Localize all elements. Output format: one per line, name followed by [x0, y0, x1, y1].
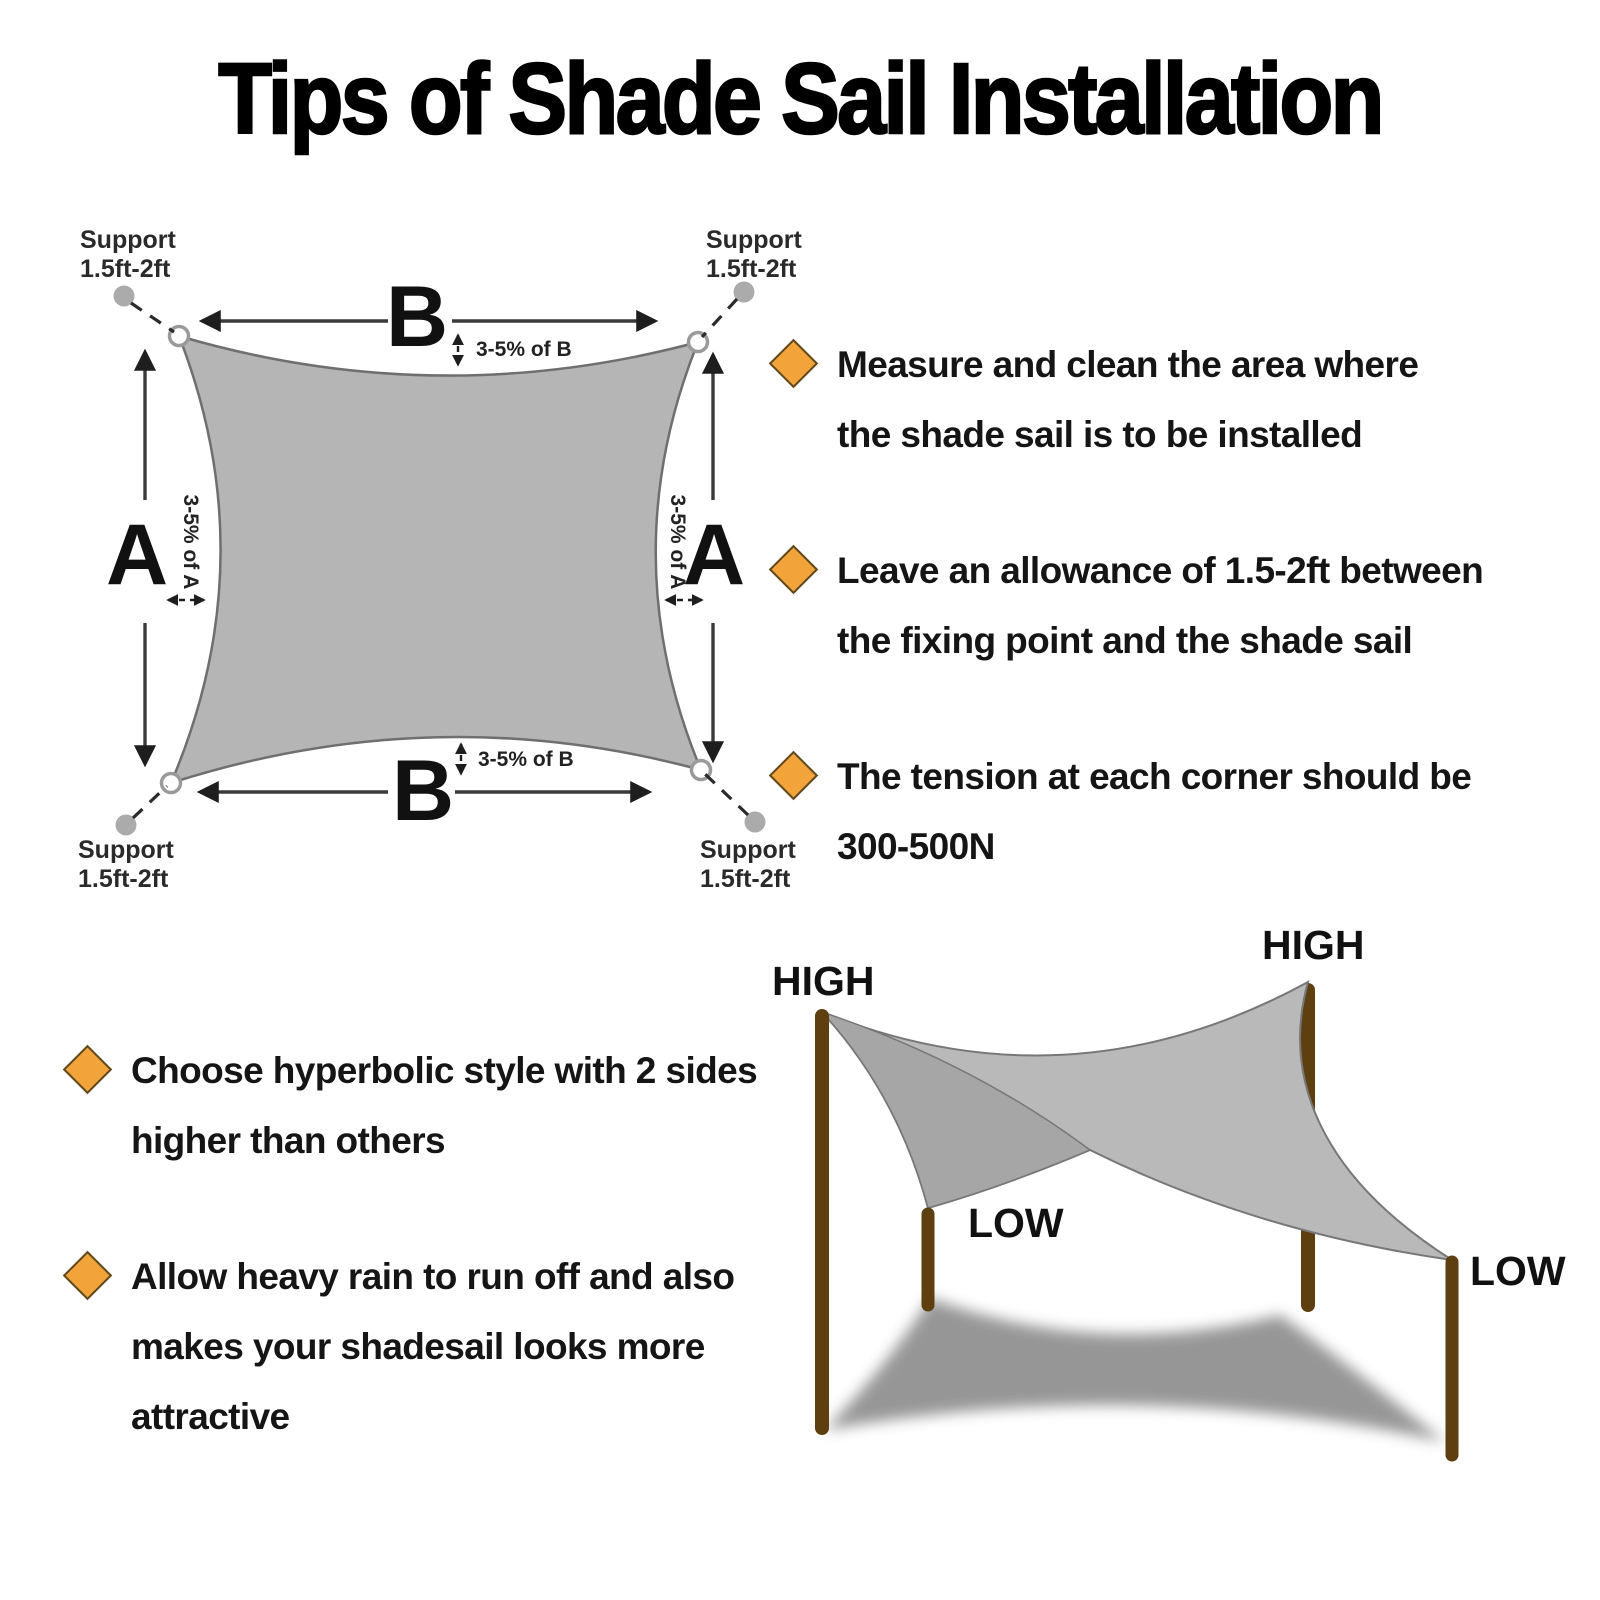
ground-shadow [825, 1298, 1445, 1442]
support-label-top-left [80, 226, 176, 284]
tips-list-bottom-left [62, 1036, 757, 1452]
tip-rain-runoff [62, 1242, 757, 1452]
support-label-line2: 1.5ft-2ft [700, 865, 791, 893]
dimension-label-a-left: A [106, 507, 169, 603]
diamond-bullet-icon [769, 339, 818, 388]
tip-measure-area [768, 330, 1483, 470]
support-label-line2: 1.5ft-2ft [80, 255, 171, 283]
tip-line: Choose hyperbolic style with 2 sides [131, 1050, 758, 1091]
sail-plan-shape [171, 336, 701, 783]
tip-line: makes your shadesail looks more [131, 1326, 705, 1367]
tip-line: Allow heavy rain to run off and also [131, 1256, 735, 1297]
tip-text [837, 330, 1418, 470]
pole-label-high-left: HIGH [772, 958, 875, 1004]
support-label-line1: Support [706, 226, 802, 254]
tip-text [131, 1242, 734, 1452]
allowance-label-b-top: 3-5% of B [476, 338, 572, 361]
tip-line: attractive [131, 1396, 290, 1437]
tip-hyperbolic-style [62, 1036, 757, 1176]
diamond-bullet-icon [63, 1251, 112, 1300]
support-label-line1: Support [78, 836, 174, 864]
pole-label-low-right: LOW [1470, 1248, 1566, 1294]
page-title: Tips of Shade Sail Installation [218, 43, 1382, 155]
allowance-label-a-left: 3-5% of A [179, 494, 202, 590]
tip-corner-tension [768, 742, 1483, 882]
tip-line: the shade sail is to be installed [837, 414, 1363, 455]
pole-label-low-middle: LOW [968, 1200, 1064, 1246]
support-label-line2: 1.5ft-2ft [706, 255, 797, 283]
support-label-line1: Support [80, 226, 176, 254]
diamond-bullet-icon [63, 1045, 112, 1094]
tip-line: higher than others [131, 1120, 445, 1161]
dimension-label-b-top: B [386, 269, 449, 365]
tip-text [131, 1036, 757, 1176]
diamond-bullet-icon [769, 751, 818, 800]
diamond-bullet-icon [769, 545, 818, 594]
tip-text [837, 742, 1471, 882]
tip-line: the fixing point and the shade sail [837, 620, 1413, 661]
tip-line: Leave an allowance of 1.5-2ft between [837, 550, 1484, 591]
corner-ring-bottom-left [162, 774, 181, 793]
allowance-label-a-right: 3-5% of A [666, 494, 689, 590]
pole-label-high-right: HIGH [1262, 922, 1365, 968]
hyperbolic-sail-illustration [822, 982, 1452, 1455]
dimension-label-b-bottom: B [392, 743, 455, 839]
tip-leave-allowance [768, 536, 1483, 676]
support-label-line1: Support [700, 836, 796, 864]
tip-line: Measure and clean the area where [837, 344, 1419, 385]
support-label-top-right [706, 226, 802, 284]
dimension-label-a-right: A [683, 507, 746, 603]
tips-list-right [768, 330, 1483, 882]
support-label-line2: 1.5ft-2ft [78, 865, 169, 893]
tip-text [837, 536, 1483, 676]
tip-line: The tension at each corner should be [837, 756, 1472, 797]
allowance-label-b-bottom: 3-5% of B [478, 748, 574, 771]
support-label-bottom-left [78, 836, 174, 894]
tip-line: 300-500N [837, 826, 995, 867]
